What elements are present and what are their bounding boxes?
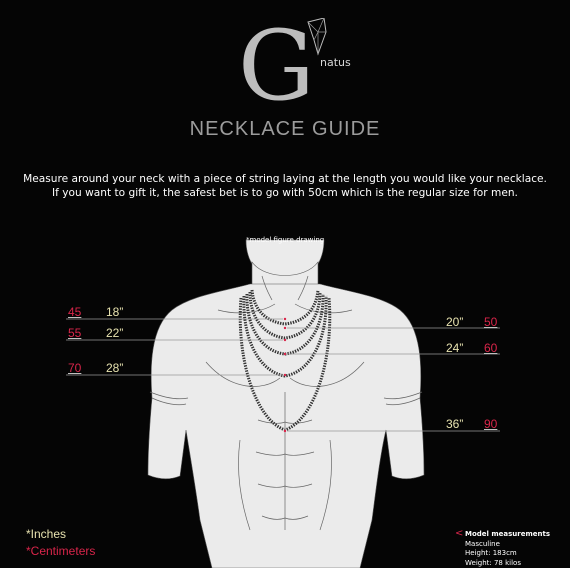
label-inch-22: 22” bbox=[106, 326, 124, 340]
model-weight: Weight: 78 kilos bbox=[465, 558, 521, 567]
label-cm-70: 70 bbox=[68, 361, 82, 375]
label-inch-28: 28” bbox=[106, 361, 124, 375]
model-height: Height: 183cm bbox=[465, 549, 517, 557]
figure-note: *model figure drawing bbox=[246, 236, 325, 244]
label-inch-20: 20” bbox=[446, 315, 464, 329]
model-measurements bbox=[465, 530, 550, 568]
model-measurements-marker-icon: < bbox=[455, 528, 464, 539]
label-cm-55: 55 bbox=[68, 326, 82, 340]
model-build: Masculine bbox=[465, 539, 500, 548]
brand-logo-name: natus bbox=[320, 56, 351, 69]
label-inch-36: 36” bbox=[446, 417, 464, 431]
label-inch-18: 18” bbox=[106, 305, 124, 319]
label-cm-45: 45 bbox=[68, 305, 82, 319]
legend-centimeters: *Centimeters bbox=[26, 544, 96, 558]
page-title: NECKLACE GUIDE bbox=[189, 118, 381, 140]
model-measurements-title: Model measurements bbox=[465, 530, 551, 538]
label-cm-60: 60 bbox=[484, 341, 498, 355]
intro-line-2: If you want to gift it, the safest bet is to go with 50cm which is the regular size for men. bbox=[52, 187, 518, 199]
brand-logo-letter: G bbox=[238, 10, 315, 122]
label-inch-24: 24” bbox=[446, 341, 464, 355]
legend-inches: *Inches bbox=[26, 527, 67, 541]
label-cm-50: 50 bbox=[484, 315, 498, 329]
label-cm-90: 90 bbox=[484, 417, 498, 431]
intro-line-1: Measure around your neck with a piece of string laying at the length you would like your necklace. bbox=[23, 173, 547, 185]
